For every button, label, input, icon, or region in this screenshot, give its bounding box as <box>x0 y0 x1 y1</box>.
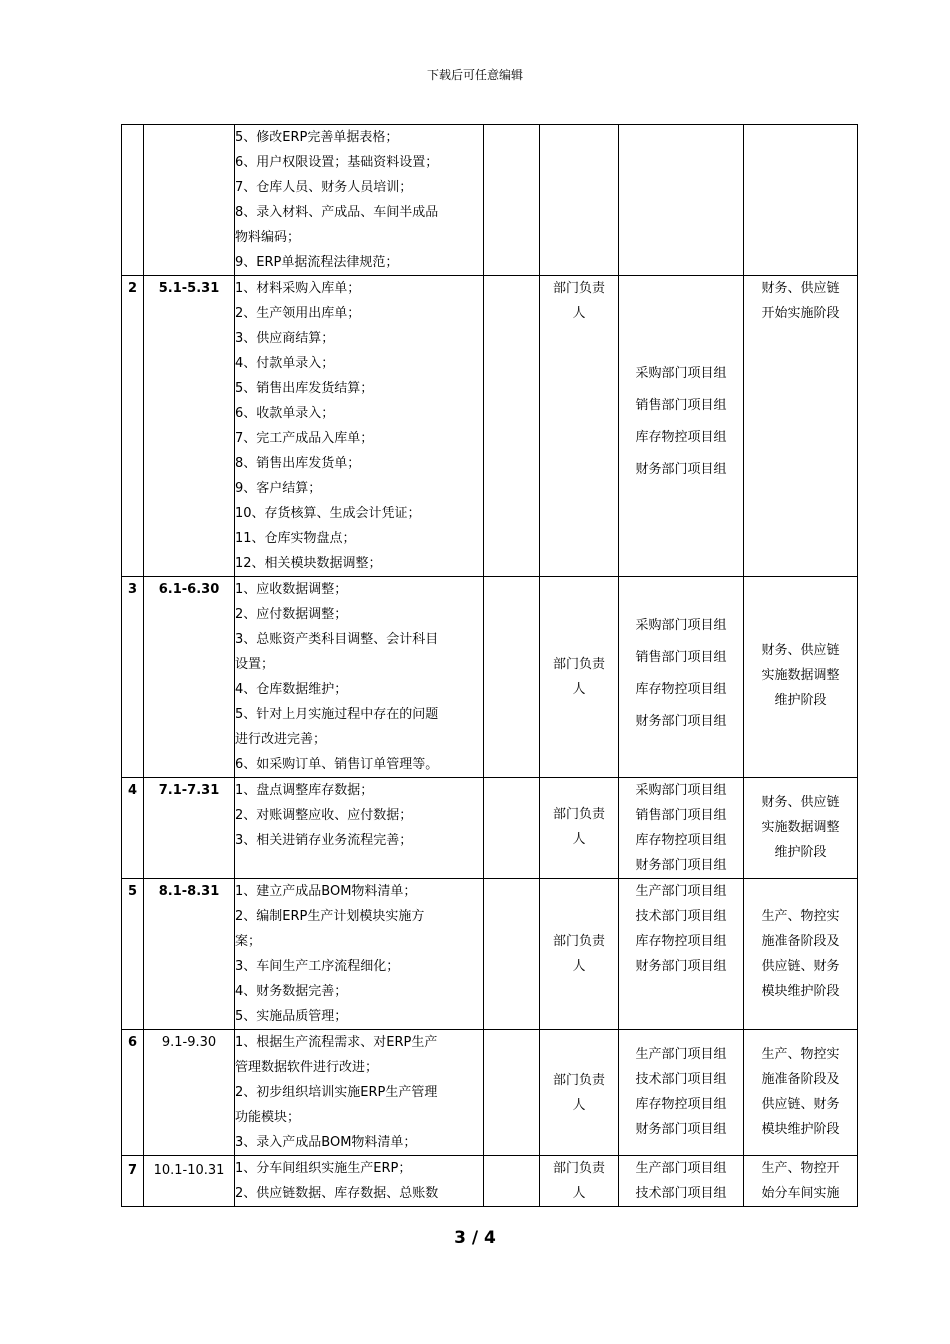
table-row <box>122 577 858 778</box>
row-number: 6 <box>122 1030 144 1156</box>
responsible-line: 人 <box>572 1098 586 1113</box>
task-item: 2、供应链数据、库存数据、总账数 <box>235 1186 439 1201</box>
project-teams <box>619 125 744 276</box>
responsible-line: 部门负责 <box>552 807 605 822</box>
task-item: 6、收款单录入； <box>235 406 335 421</box>
task-item: 2、编制ERP生产计划模块实施方 <box>235 909 425 924</box>
empty-cell <box>484 125 540 276</box>
implementation-plan-table <box>121 124 858 1207</box>
responsible-line: 部门负责 <box>552 281 605 296</box>
row-number: 5 <box>122 879 144 1030</box>
responsible-party <box>540 1156 619 1207</box>
task-item: 9、ERP单据流程法律规范； <box>235 255 399 270</box>
team-name: 库存物控项目组 <box>635 430 727 445</box>
task-item: 3、录入产成品BOM物料清单； <box>235 1135 417 1150</box>
phase-line: 生产、物控实 <box>761 909 840 924</box>
task-item: 1、盘点调整库存数据； <box>235 783 374 798</box>
phase-description <box>744 125 858 276</box>
project-teams <box>619 778 744 879</box>
task-list <box>235 879 484 1030</box>
phase-line: 生产、物控实 <box>761 1047 840 1062</box>
responsible-line: 人 <box>572 682 586 697</box>
responsible-line: 人 <box>572 1186 586 1201</box>
team-name: 销售部门项目组 <box>635 808 727 823</box>
phase-description <box>744 577 858 778</box>
task-item: 1、建立产成品BOM物料清单； <box>235 884 417 899</box>
task-item: 4、财务数据完善； <box>235 984 348 999</box>
team-name: 生产部门项目组 <box>635 884 727 899</box>
project-teams <box>619 1030 744 1156</box>
responsible-line: 人 <box>572 306 586 321</box>
phase-line: 财务、供应链 <box>761 643 840 658</box>
task-item: 2、应付数据调整； <box>235 607 348 622</box>
task-list <box>235 276 484 577</box>
task-item: 管理数据软件进行改进； <box>235 1060 379 1075</box>
task-item: 设置； <box>235 657 275 672</box>
phase-line: 维护阶段 <box>774 845 827 860</box>
task-list <box>235 125 484 276</box>
task-item: 3、总账资产类科目调整、会计科目 <box>235 632 439 647</box>
empty-cell <box>484 879 540 1030</box>
empty-cell <box>484 778 540 879</box>
task-item: 1、分车间组织实施生产ERP； <box>235 1161 412 1176</box>
team-name: 销售部门项目组 <box>635 650 727 665</box>
team-name: 库存物控项目组 <box>635 833 727 848</box>
responsible-line: 部门负责 <box>552 657 605 672</box>
team-name: 财务部门项目组 <box>635 1122 727 1137</box>
task-item: 1、材料采购入库单； <box>235 281 361 296</box>
table-row <box>122 879 858 1030</box>
responsible-party <box>540 879 619 1030</box>
team-name: 库存物控项目组 <box>635 934 727 949</box>
phase-line: 施准备阶段及 <box>761 1072 840 1087</box>
row-number: 3 <box>122 577 144 778</box>
task-item: 6、用户权限设置；基础资料设置； <box>235 155 439 170</box>
task-item: 2、对账调整应收、应付数据； <box>235 808 413 823</box>
date-range <box>144 125 235 276</box>
task-item: 8、销售出库发货单； <box>235 456 361 471</box>
task-item: 4、付款单录入； <box>235 356 335 371</box>
task-item: 5、实施品质管理； <box>235 1009 348 1024</box>
task-item: 功能模块； <box>235 1110 301 1125</box>
team-name: 生产部门项目组 <box>635 1161 727 1176</box>
task-item: 5、销售出库发货结算； <box>235 381 374 396</box>
team-name: 采购部门项目组 <box>635 366 727 381</box>
task-item: 12、相关模块数据调整； <box>235 556 382 571</box>
date-range: 8.1-8.31 <box>144 879 235 1030</box>
responsible-line: 部门负责 <box>552 934 605 949</box>
table-row <box>122 1030 858 1156</box>
phase-description <box>744 879 858 1030</box>
phase-description <box>744 1156 858 1207</box>
empty-cell <box>484 276 540 577</box>
task-item: 5、针对上月实施过程中存在的问题 <box>235 707 439 722</box>
responsible-line: 人 <box>572 959 586 974</box>
team-name: 财务部门项目组 <box>635 858 727 873</box>
phase-line: 模块维护阶段 <box>761 1122 840 1137</box>
table-row <box>122 125 858 276</box>
team-name: 技术部门项目组 <box>635 1072 727 1087</box>
responsible-line: 部门负责 <box>552 1161 605 1176</box>
empty-cell <box>484 1156 540 1207</box>
team-name: 技术部门项目组 <box>635 909 727 924</box>
phase-line: 财务、供应链 <box>761 281 840 296</box>
project-teams <box>619 276 744 577</box>
phase-line: 生产、物控开 <box>761 1161 840 1176</box>
task-list <box>235 778 484 879</box>
phase-line: 实施数据调整 <box>761 820 840 835</box>
phase-description <box>744 1030 858 1156</box>
team-name: 库存物控项目组 <box>635 682 727 697</box>
responsible-party <box>540 125 619 276</box>
table-row <box>122 778 858 879</box>
project-teams <box>619 879 744 1030</box>
phase-line: 供应链、财务 <box>761 1097 840 1112</box>
project-teams <box>619 1156 744 1207</box>
responsible-party <box>540 778 619 879</box>
task-item: 1、根据生产流程需求、对ERP生产 <box>235 1035 438 1050</box>
responsible-line: 部门负责 <box>552 1073 605 1088</box>
phase-line: 模块维护阶段 <box>761 984 840 999</box>
date-range: 9.1-9.30 <box>144 1030 235 1156</box>
date-range: 6.1-6.30 <box>144 577 235 778</box>
row-number: 7 <box>122 1156 144 1207</box>
task-item: 6、如采购订单、销售订单管理等。 <box>235 757 439 772</box>
phase-line: 始分车间实施 <box>761 1186 840 1201</box>
date-range: 10.1-10.31 <box>144 1156 235 1207</box>
team-name: 采购部门项目组 <box>635 783 727 798</box>
row-number: 4 <box>122 778 144 879</box>
task-item: 2、生产领用出库单； <box>235 306 361 321</box>
task-item: 5、修改ERP完善单据表格； <box>235 130 399 145</box>
task-item: 物料编码； <box>235 230 301 245</box>
team-name: 库存物控项目组 <box>635 1097 727 1112</box>
phase-line: 维护阶段 <box>774 693 827 708</box>
task-item: 9、客户结算； <box>235 481 322 496</box>
date-range: 5.1-5.31 <box>144 276 235 577</box>
responsible-line: 人 <box>572 832 586 847</box>
task-list <box>235 1156 484 1207</box>
task-item: 1、应收数据调整； <box>235 582 348 597</box>
project-teams <box>619 577 744 778</box>
row-number: 2 <box>122 276 144 577</box>
phase-line: 供应链、财务 <box>761 959 840 974</box>
team-name: 财务部门项目组 <box>635 462 727 477</box>
page-number: 3 / 4 <box>454 1228 496 1248</box>
task-item: 11、仓库实物盘点； <box>235 531 356 546</box>
phase-line: 施准备阶段及 <box>761 934 840 949</box>
task-list <box>235 1030 484 1156</box>
phase-description <box>744 276 858 577</box>
task-item: 3、供应商结算； <box>235 331 335 346</box>
team-name: 采购部门项目组 <box>635 618 727 633</box>
task-item: 7、完工产成品入库单； <box>235 431 374 446</box>
responsible-party <box>540 276 619 577</box>
task-item: 10、存货核算、生成会计凭证； <box>235 506 421 521</box>
task-item: 3、相关进销存业务流程完善； <box>235 833 413 848</box>
phase-description <box>744 778 858 879</box>
task-item: 案； <box>235 934 262 949</box>
responsible-party <box>540 1030 619 1156</box>
task-item: 进行改进完善； <box>235 732 327 747</box>
phase-line: 实施数据调整 <box>761 668 840 683</box>
task-item: 7、仓库人员、财务人员培训； <box>235 180 413 195</box>
team-name: 财务部门项目组 <box>635 714 727 729</box>
table-row <box>122 1156 858 1207</box>
task-item: 3、车间生产工序流程细化； <box>235 959 400 974</box>
team-name: 技术部门项目组 <box>635 1186 727 1201</box>
team-name: 销售部门项目组 <box>635 398 727 413</box>
date-range: 7.1-7.31 <box>144 778 235 879</box>
task-item: 4、仓库数据维护； <box>235 682 348 697</box>
empty-cell <box>484 1030 540 1156</box>
phase-line: 财务、供应链 <box>761 795 840 810</box>
task-item: 8、录入材料、产成品、车间半成品 <box>235 205 439 220</box>
phase-line: 开始实施阶段 <box>761 306 840 321</box>
row-number <box>122 125 144 276</box>
task-item: 2、初步组织培训实施ERP生产管理 <box>235 1085 438 1100</box>
page-header: 下载后可任意编辑 <box>426 68 523 82</box>
responsible-party <box>540 577 619 778</box>
table-row <box>122 276 858 577</box>
task-list <box>235 577 484 778</box>
empty-cell <box>484 577 540 778</box>
team-name: 生产部门项目组 <box>635 1047 727 1062</box>
team-name: 财务部门项目组 <box>635 959 727 974</box>
